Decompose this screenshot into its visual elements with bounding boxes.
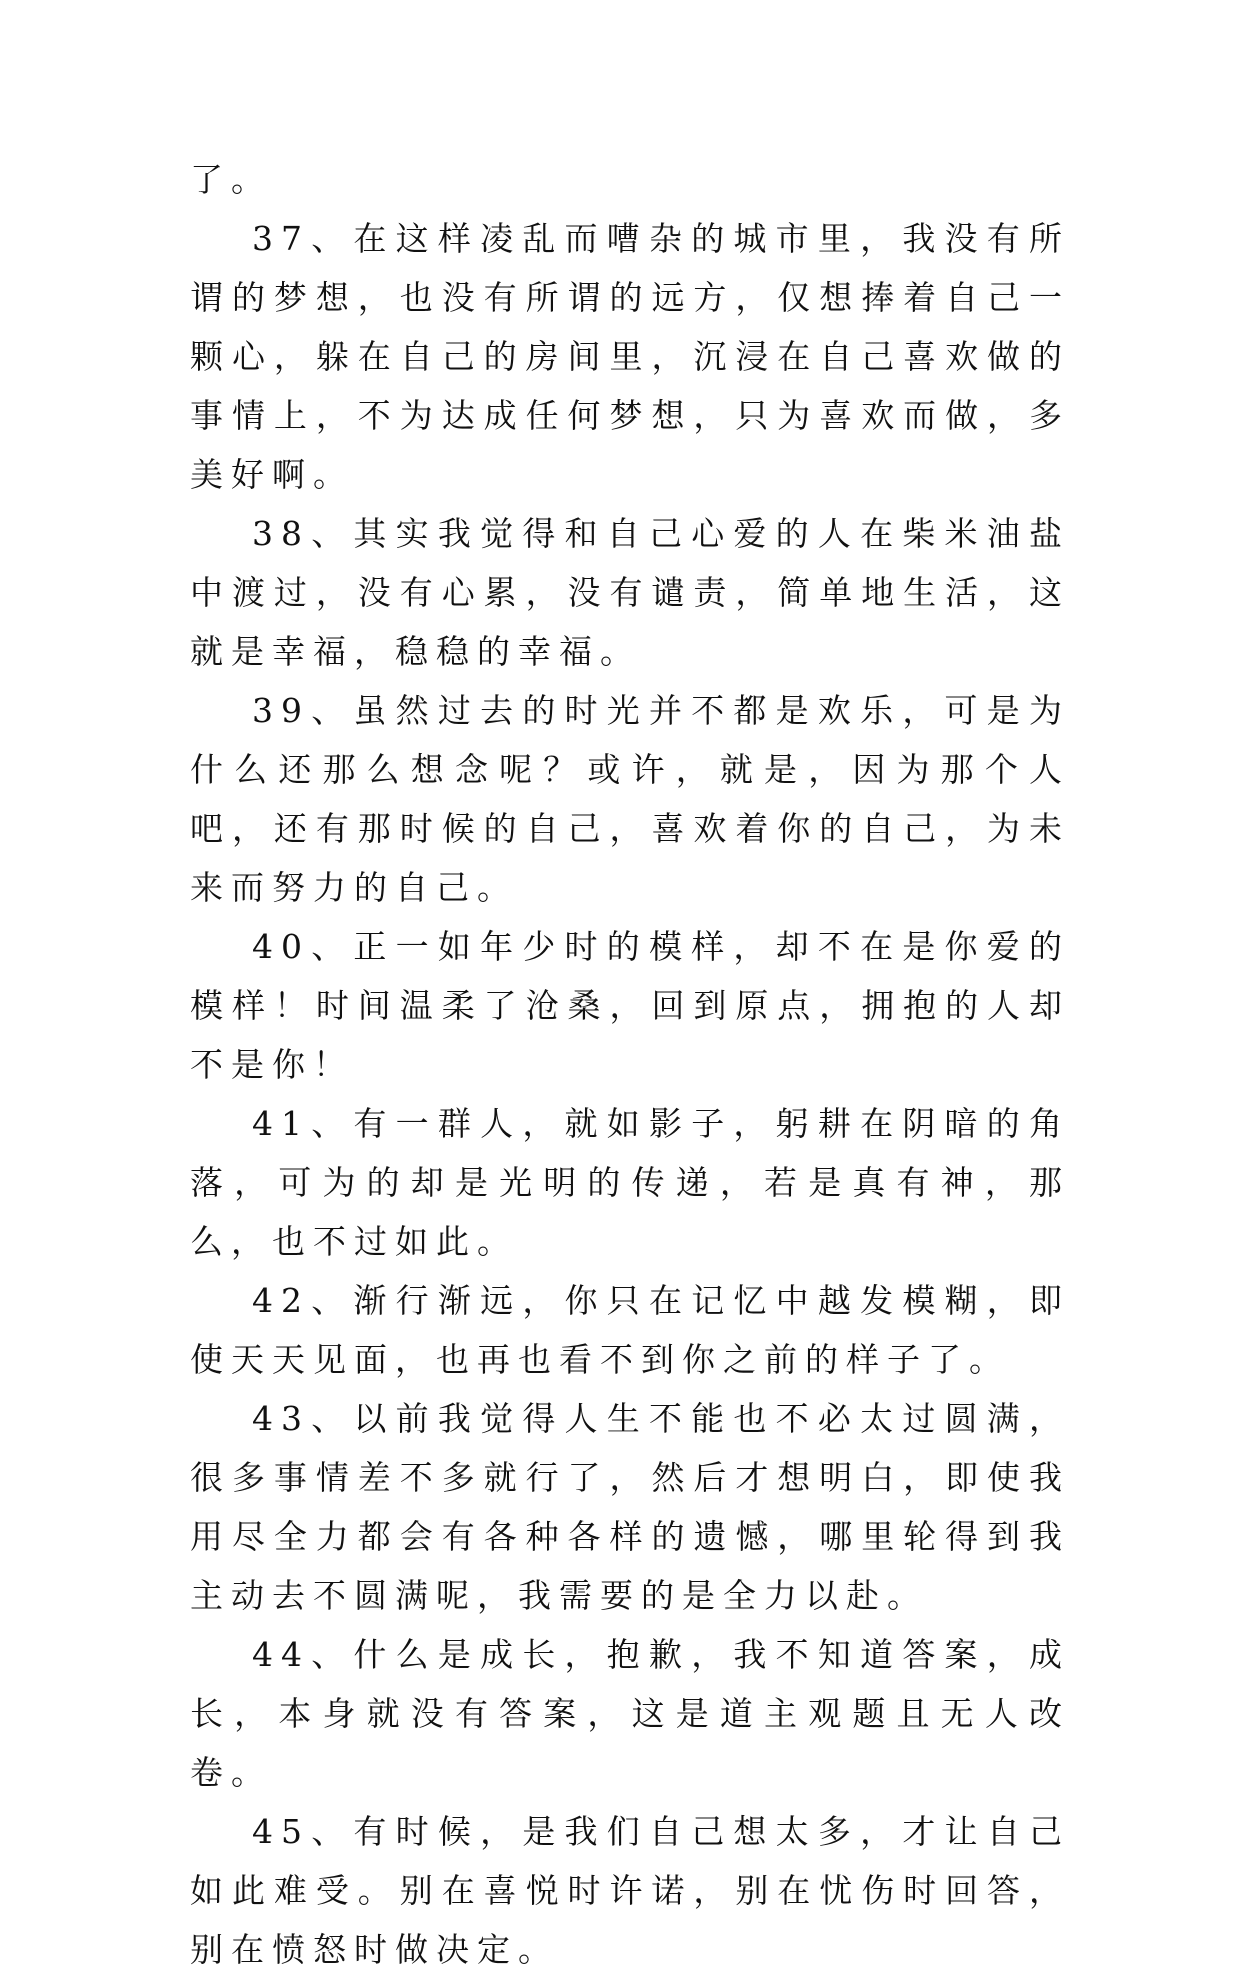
paragraph-38: 38、其实我觉得和自己心爱的人在柴米油盐中渡过，没有心累，没有谴责，简单地生活，这就是幸福，稳稳的幸福。 [190,514,1070,671]
document-body [190,150,1070,1979]
paragraph-40: 40、正一如年少时的模样，却不在是你爱的模样！时间温柔了沧桑，回到原点，拥抱的人却不是你！ [190,927,1070,1084]
paragraph-44: 44、什么是成长，抱歉，我不知道答案，成长，本身就没有答案，这是道主观题且无人改卷。 [190,1635,1070,1792]
paragraph-41: 41、有一群人，就如影子，躬耕在阴暗的角落，可为的却是光明的传递，若是真有神，那么，也不过如此。 [190,1104,1070,1261]
paragraph-continuation: 了。 [190,160,272,199]
paragraph-42: 42、渐行渐远，你只在记忆中越发模糊，即使天天见面，也再也看不到你之前的样子了。 [190,1281,1070,1379]
paragraph-45: 45、有时候，是我们自己想太多，才让自己如此难受。别在喜悦时许诺，别在忧伤时回答，别在愤怒时做决定。 [190,1812,1070,1969]
paragraph-39: 39、虽然过去的时光并不都是欢乐，可是为什么还那么想念呢？或许，就是，因为那个人吧，还有那时候的自己，喜欢着你的自己，为未来而努力的自己。 [190,691,1070,907]
paragraph-37: 37、在这样凌乱而嘈杂的城市里，我没有所谓的梦想，也没有所谓的远方，仅想捧着自己一颗心，躲在自己的房间里，沉浸在自己喜欢做的事情上，不为达成任何梦想，只为喜欢而做，多美好啊。 [190,219,1070,494]
paragraph-43: 43、以前我觉得人生不能也不必太过圆满，很多事情差不多就行了，然后才想明白，即使我用尽全力都会有各种各样的遗憾，哪里轮得到我主动去不圆满呢，我需要的是全力以赴。 [190,1399,1070,1615]
